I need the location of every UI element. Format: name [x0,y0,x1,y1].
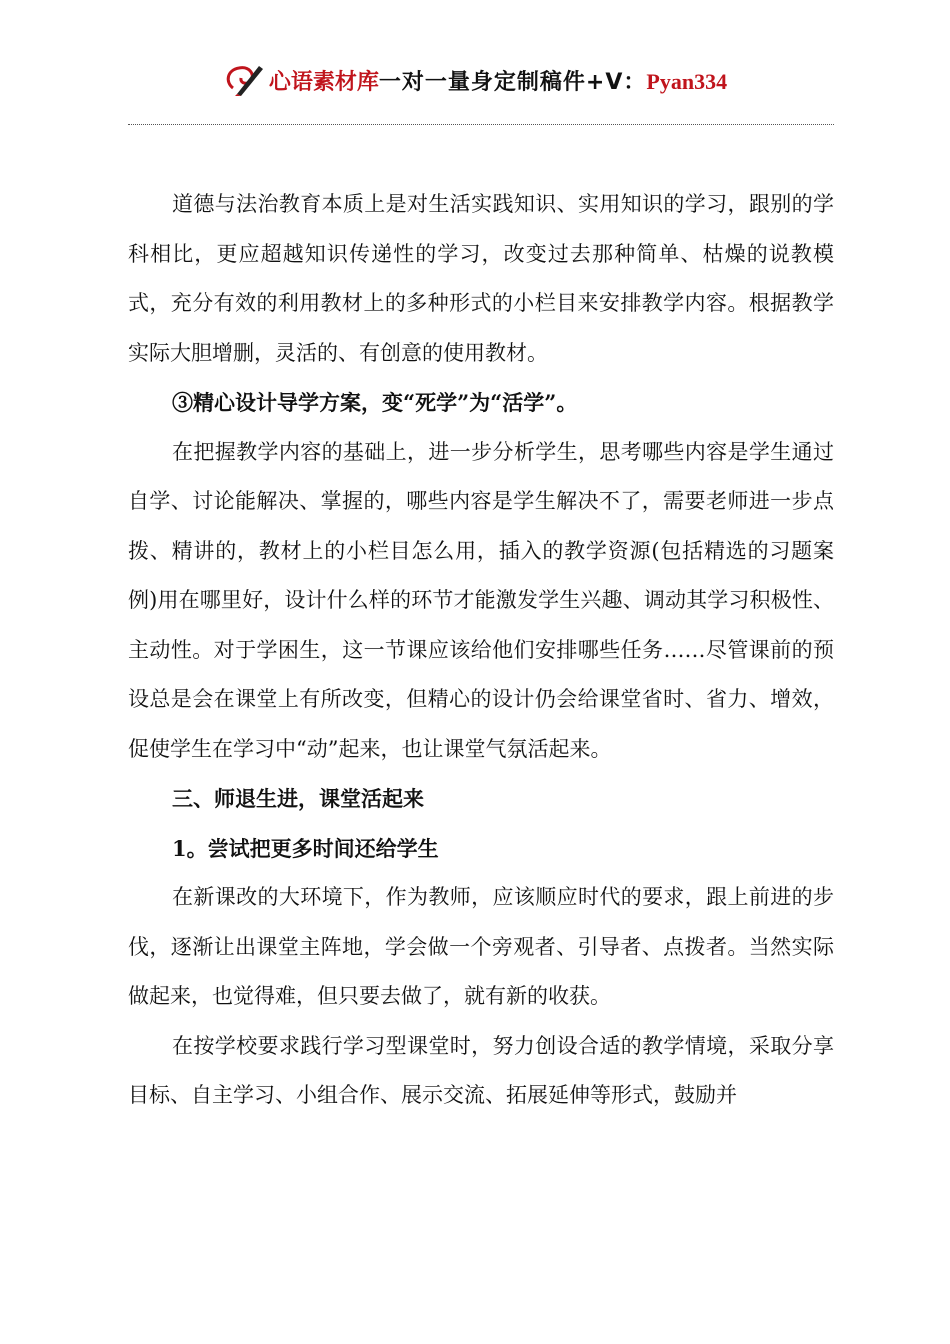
paragraph-4: 在按学校要求践行学习型课堂时，努力创设合适的教学情境，采取分享目标、自主学习、小组合作、展示交流、拓展延伸等形式，鼓励并 [128,1033,834,1107]
heading-design-plan: ③精心设计导学方案，变“死学”为“活学”。 [172,390,578,415]
brand-contact-id: Pyan334 [646,68,728,94]
header-brand [269,65,727,96]
brand-name: 心语素材库 [268,69,379,95]
pen-swirl-logo-icon [223,60,267,100]
paragraph-1: 道德与法治教育本质上是对生活实践知识、实用知识的学习，跟别的学科相比，更应超越知识传递性的学习，改变过去那种简单、枯燥的说教模式，充分有效的利用教材上的多种形式的小栏目来安排教学内容。根据教学实际大胆增删，灵活的、有创意的使用教材。 [128,192,834,365]
paragraph-2: 在把握教学内容的基础上，进一步分析学生，思考哪些内容是学生通过自学、讨论能解决、掌握的，哪些内容是学生解决不了，需要老师进一步点拨、精讲的，教材上的小栏目怎么用，插入的教学资源(包括精选的习题案例)用在哪里好，设计什么样的环节才能激发学生兴趣、调动其学习积极性、主动性。对于学困生，这一节课应该给他们安排哪些任务……尽管课前的预设总是会在课堂上有所改变，但精心的设计仍会给课堂省时、省力、增效，促使学生在学习中“动”起来，也让课堂气氛活起来。 [128,439,834,761]
section-heading-3: 三、师退生进，课堂活起来 [172,786,424,811]
paragraph-3: 在新课改的大环境下，作为教师，应该顺应时代的要求，跟上前进的步伐，逐渐让出课堂主阵地，学会做一个旁观者、引导者、点拨者。当然实际做起来，也觉得难，但只要去做了，就有新的收获。 [128,885,834,1008]
header-divider [128,124,834,125]
document-body [128,180,834,1121]
brand-slogan: 一对一量身定制稿件+V： [378,69,647,95]
page-header [0,60,950,100]
subheading-1: 1。尝试把更多时间还给学生 [172,835,439,861]
